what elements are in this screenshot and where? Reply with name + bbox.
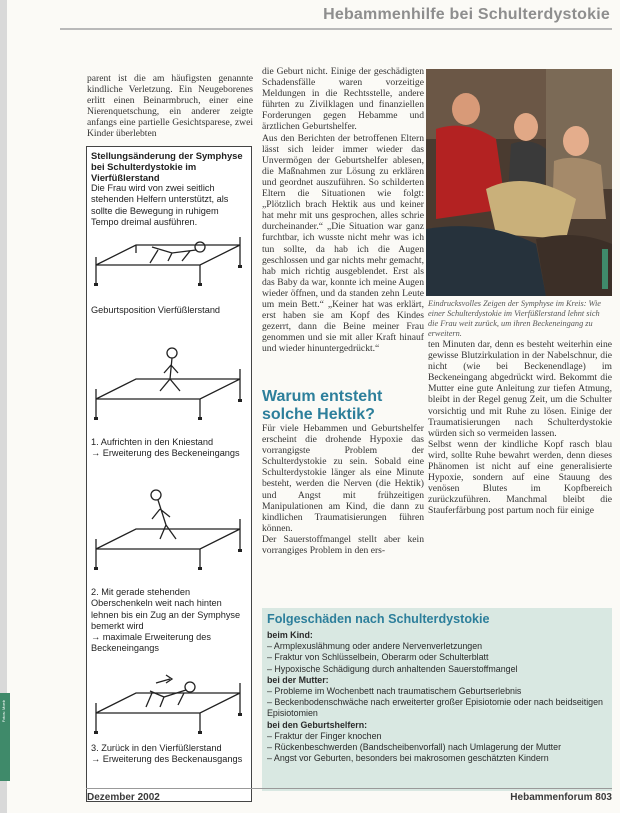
figure-all-fours-drawing (90, 217, 248, 297)
footer-page: Hebammenforum 803 (510, 792, 612, 803)
figure-leaning-back-drawing (90, 483, 248, 575)
figure-kneeling (90, 343, 248, 423)
figure-all-fours (90, 217, 248, 297)
consequences-list (267, 630, 607, 764)
column-2-text (262, 66, 424, 354)
list-item: – Probleme im Wochenbett nach traumatischem Geburtserlebnis (267, 686, 522, 697)
list-item: – Beckenbodenschwäche nach erweiterter großer Episiotomie oder nach beidseitigen Episiotomien (267, 697, 603, 719)
photo-caption: Eindrucksvolles Zeigen der Symphyse im Kreis: Wie einer Schulterdystokie im Vierfüßlerstand lehnt sich die Frau weit zurück, um ihren Beckeneingang zu erweitern. (428, 299, 601, 338)
section-heading: Warum entsteht solche Hektik? (262, 388, 383, 423)
photo-drawing (426, 69, 612, 296)
figure-box-title: Stellungsänderung der Symphyse bei Schulterdystokie im Vierfüßlerstand (91, 150, 243, 183)
column-3-text (428, 339, 612, 517)
col2-paragraph: die Geburt nicht. Einige der geschädigten Schadensfälle waren vorzeitige Meldungen in die Rechtsstelle, andere führten zu Zivilklagen und finanziellen Forderungen gegen Hebamme und ärztlichen Geburtshelfer. Aus den Berichten der betroffenen Eltern lässt sich leider immer wieder das Unvermögen der Geburtshelfer ablesen, die Maßnahmen zur Lösung zu erklären und geordnet auszuführen. So schilderten Eltern die Situationen wie folgt: „Plötzlich brach Hektik aus und keiner hat mehr mit uns gesprochen, alles schrie durcheinander.“ „Die Situation war ganz furchtbar, ich wusste nicht mehr was ich tun sollte, da hab ich die Augen geschlossen und gar nichts mehr gemacht, hab mich richtig ausgeblendet. Erst als das Baby da war, konnte ich meine Augen wieder öffnen, und da standen zehn Leute um mein Bett.“ „Keiner hat was erklärt, erst haben sie am Kopf des Kindes gezerrt, dann die Beine meiner Frau genommen und sie mit aller Kraft hinauf und wieder hinuntergedrückt.“ (262, 66, 424, 355)
figure-caption-2: 2. Mit gerade stehenden Oberschenkeln weit nach hinten lehnen bis ein Zug an der Symphyse bemerkt wird → maximale Erweiterung des Beckeneingangs (91, 587, 241, 654)
figure-caption-3: 3. Zurück in den Vierfüßlerstand → Erweiterung des Beckenausgangs (91, 743, 243, 765)
figure-caption-0: Geburtsposition Vierfüßlerstand (91, 305, 221, 315)
list-item: – Rückenbeschwerden (Bandscheibenvorfall) nach Umlagerung der Mutter (267, 742, 562, 753)
figure-box (86, 146, 252, 802)
figure-kneeling-drawing (90, 343, 248, 423)
figure-box-intro: Die Frau wird von zwei seitlich stehenden Helfern unterstützt, als sollte die Bewegung in ruhigem Tempo dreimal ausführen. (91, 183, 229, 228)
section-child-head: beim Kind: (267, 630, 313, 640)
column-1-text (87, 73, 253, 140)
section-mother-head: bei der Mutter: (267, 674, 329, 685)
section-helpers-head: bei den Geburtshelfern: (267, 719, 368, 730)
footer-rule (86, 788, 612, 789)
list-item: – Fraktur der Finger knochen (267, 730, 382, 741)
figure-return-all-fours (90, 657, 248, 737)
consequences-title: Folgeschäden nach Schulterdystokie (267, 612, 490, 626)
consequences-box (262, 608, 612, 791)
footer-date: Dezember 2002 (87, 792, 160, 803)
binding-strip (0, 0, 7, 813)
col3-paragraph: ten Minuten dar, denn es besteht weiterhin eine gewisse Blutzirkulation in der Nabelschnur, die nicht (wie bei Beckenendlage) im Beckeneingang abgedrückt wird. Bekommt die Mutter eine gute Anleitung zur tiefen Atmung, bleibt in der Regel genug Zeit, um die Schulter vorsichtig und mit Ruhe zu lösen. Einige der Traumatisierungen nach Schulterdystokie würden sich so vermeiden lassen. Selbst wenn der kindliche Kopf rasch blau wird, sollte Ruhe bewahrt werden, denn dieses Phänomen ist nicht auf eine generalisierte Hypoxie, sondern auf eine Stauung des venösen Blutes im Kopfbereich zurückzuführen. Manchmal bleibt die Stauferfärbung post partum noch für einige (428, 339, 612, 517)
header-rule (60, 28, 612, 30)
side-credit: Fotos: Moeb (1, 700, 6, 723)
list-item: – Angst vor Geburten, besonders bei makrosomen geschätzten Kindern (267, 753, 549, 764)
figure-leaning-back (90, 483, 248, 575)
list-item: – Fraktur von Schlüsselbein, Oberarm oder Schulterblatt (267, 652, 489, 663)
list-item: – Armplexuslähmung oder andere Nervenverletzungen (267, 641, 483, 652)
figure-caption-1: 1. Aufrichten in den Kniestand → Erweiterung des Beckeneingangs (91, 437, 240, 459)
figure-return-drawing (90, 657, 248, 737)
list-item: – Hypoxische Schädigung durch anhaltenden Sauerstoffmangel (267, 663, 518, 674)
running-header: Hebammenhilfe bei Schulterdystokie (323, 6, 610, 23)
column-2-lower-text (262, 423, 424, 556)
col2-lower-paragraph: Für viele Hebammen und Geburtshelfer erscheint die drohende Hypoxie das vorrangigste Problem der Schulterdystokie zu sein. Sobald eine Schulterdystokie länger als eine Minute besteht, werden die Nerven (die Hektik) und Angst mit frühzeitigen Manipulationen am Kind, die dann zu kindlichen Traumatisierungen führen können. Der Sauerstoffmangel stellt aber kein vorrangiges Problem in den ers- (262, 423, 424, 557)
photo-group-exercise (426, 69, 612, 296)
col1-paragraph: parent ist die am häufigsten genannte kindliche Verletzung. Ein Neugeborenes erlitt einen Beinarmbruch, einer eine Nierenquetschung, ein anderer zeigte anfangs eine partielle Gesichtsparese, zwei Kinder überlebten (87, 73, 253, 140)
